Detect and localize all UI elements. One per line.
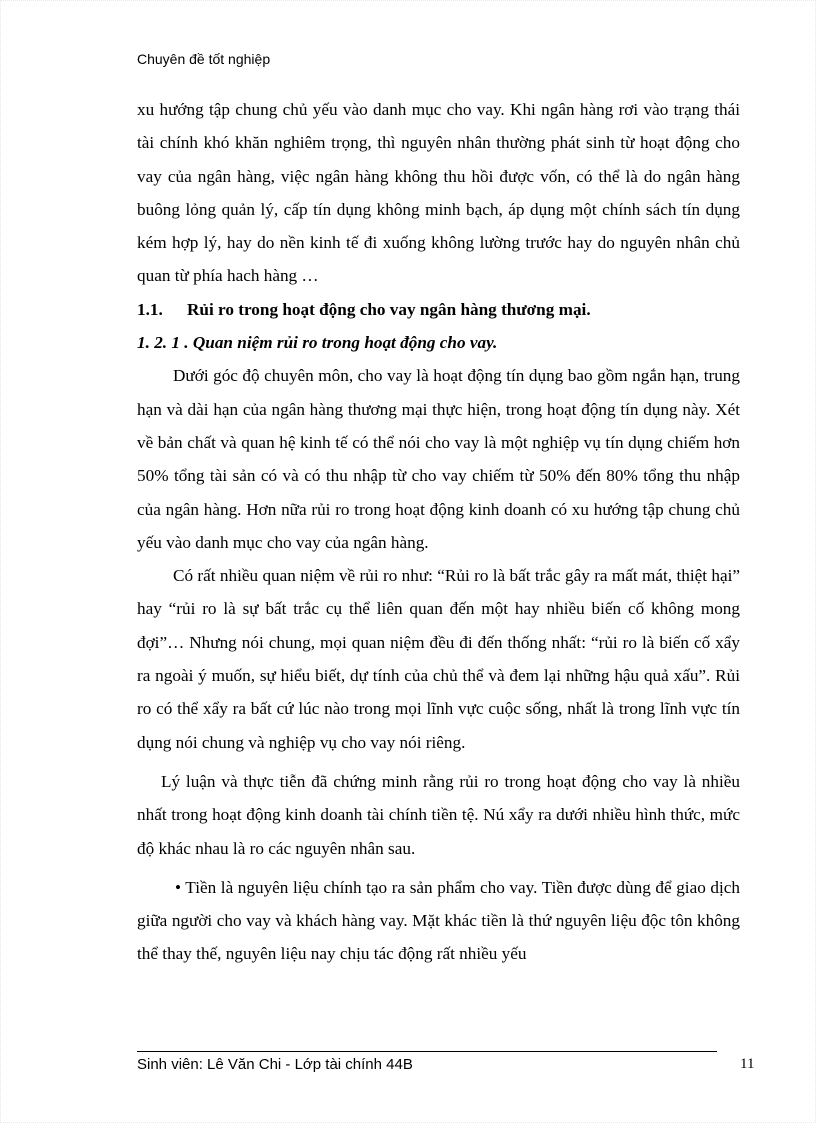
subsection-heading: 1. 2. 1 . Quan niệm rủi ro trong hoạt động cho vay. <box>137 333 498 353</box>
bullet-item: • Tiền là nguyên liệu chính tạo ra sản phẩm cho vay. Tiền được dùng để giao dịch giữa người cho vay và khách hàng vay. Mặt khác tiền là thứ nguyên liệu độc tôn không thể thay thế, nguyên liệu nay chịu tác động rất nhiều yếu <box>137 877 740 964</box>
intro-paragraph: xu hướng tập chung chủ yếu vào danh mục cho vay. Khi ngân hàng rơi vào trạng thái tài chính khó khăn nghiêm trọng, thì nguyên nhân thường phát sinh từ hoạt động cho vay của ngân hàng, việc ngân hàng không thu hồi được vốn, có thể là do ngân hàng buông lỏng quản lý, cấp tín dụng không minh bạch, áp dụng một chính sách tín dụng kém hợp lý, hay do nền kinh tế đi xuống không lường trước hay do nguyên nhân chủ quan từ phía hach hàng … <box>137 100 740 286</box>
paragraph-risk-concepts: Có rất nhiều quan niệm về rủi ro như: “Rủi ro là bất trắc gây ra mất mát, thiệt hại” hay “rủi ro là sự bất trắc cụ thể liên quan đến một hay nhiều biến cố không mong đợi”… Nhưng nói chung, mọi quan niệm đều đi đến thống nhất: “rủi ro là biến cố xẩy ra ngoài ý muốn, sự hiểu biết, dự tính của chủ thể và đem lại những hậu quả xấu”. Rủi ro có thể xẩy ra bất cứ lúc nào trong mọi lĩnh vực cuộc sống, nhất là trong lĩnh vực tín dụng nói chung và nghiệp vụ cho vay nói riêng. <box>137 566 740 752</box>
page-number: 11 <box>740 1056 755 1072</box>
document-body <box>137 93 740 971</box>
section-title: Rủi ro trong hoạt động cho vay ngân hàng thương mại. <box>187 299 591 319</box>
paragraph-theory: Lý luận và thực tiễn đã chứng minh rằng rủi ro trong hoạt động cho vay là nhiều nhất trong hoạt động kinh doanh tài chính tiền tệ. Nú xẩy ra dưới nhiều hình thức, mức độ khác nhau là ro các nguyên nhân sau. <box>137 771 740 858</box>
footer-divider <box>137 1051 717 1052</box>
section-number: 1.1. <box>137 299 163 319</box>
section-heading <box>137 293 740 326</box>
page-header: Chuyên đề tốt nghiệp <box>137 51 271 67</box>
paragraph-definition: Dưới góc độ chuyên môn, cho vay là hoạt động tín dụng bao gồm ngắn hạn, trung hạn và dài hạn của ngân hàng thương mại thực hiện, trong hoạt động tín dụng này. Xét về bản chất và quan hệ kinh tế có thể nói cho vay là một nghiệp vụ tín dụng chiếm hơn 50% tổng tài sản có và có thu nhập từ cho vay chiếm từ 50% đến 80% tổng thu nhập của ngân hàng. Hơn nữa rủi ro trong hoạt động kinh doanh có xu hướng tập chung chủ yếu vào danh mục cho vay của ngân hàng. <box>137 366 740 552</box>
footer-student-info: Sinh viên: Lê Văn Chi - Lớp tài chính 44B <box>137 1056 413 1073</box>
